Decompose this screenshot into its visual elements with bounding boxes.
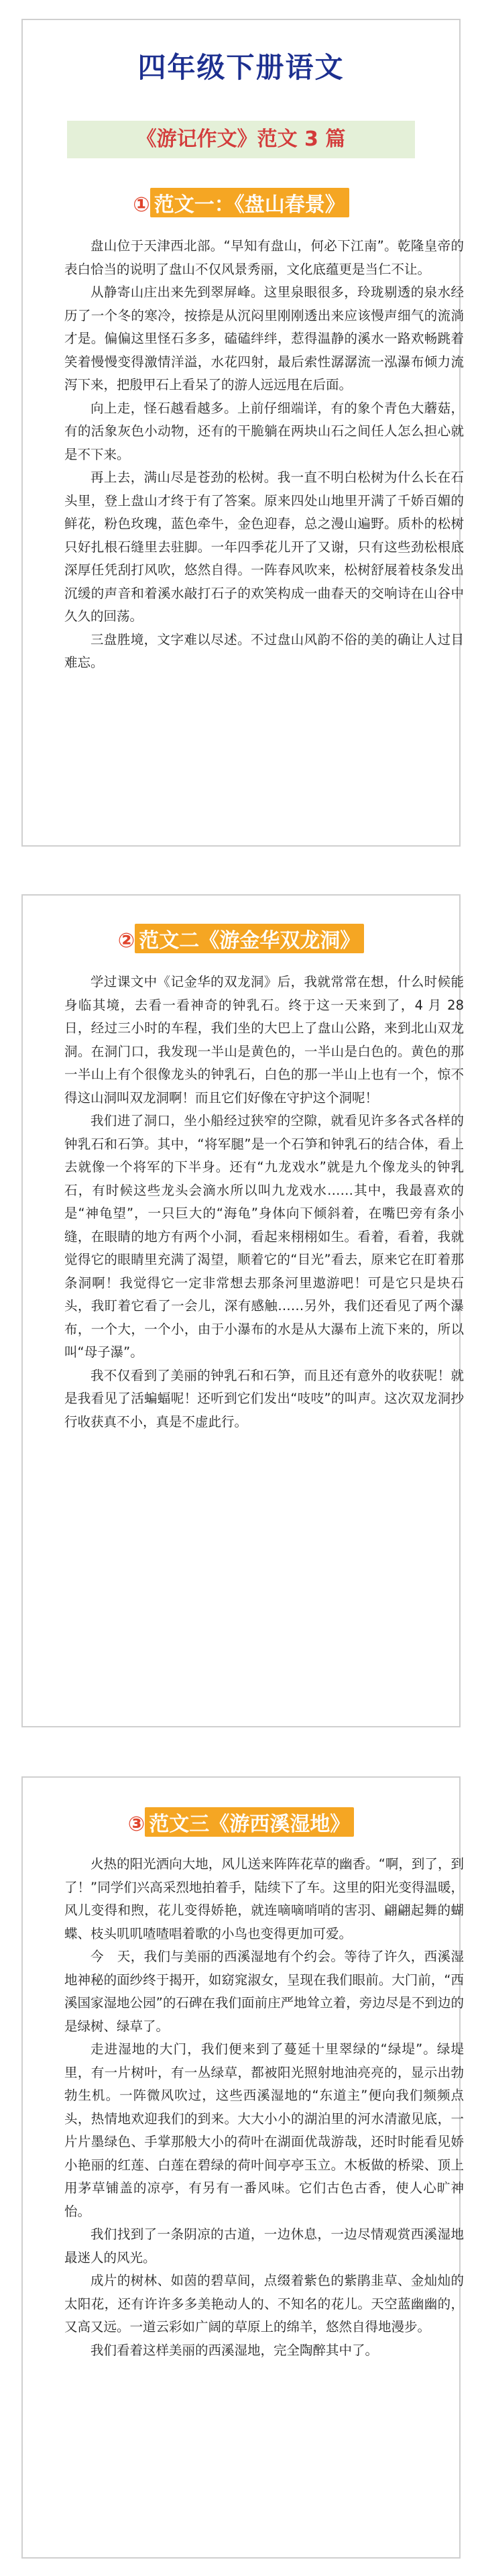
section-number: ②: [117, 929, 135, 953]
section-card-2: [21, 894, 464, 1727]
section-heading-2: [23, 924, 459, 953]
paragraph: 我们进了洞口，坐小船经过狭窄的空隙，就看见许多各式各样的钟乳石和石笋。其中，“将军腿”是一个石笋和钟乳石的结合体，看上去就像一个将军的下半身。还有“九龙戏水”就是九个像龙头的钟乳石，有时候这些龙头会滴水所以叫九龙戏水……其中，我最喜欢的是“神龟望”，一只巨大的“海龟”身体向下倾斜着，在嘴巴旁有条小缝，在眼睛的地方有两个小洞，看起来栩栩如生。看着，看着，我就觉得它的眼睛里充满了渴望，顺着它的“目光”看去，原来它在盯着那条洞啊！我觉得它一定非常想去那条河里遨游吧！可是它只是块石头，我盯着它看了一会儿，深有感触……另外，我们还看见了两个瀑布，一个大，一个小，由于小瀑布的水是从大瀑布上流下来的，所以叫“母子瀑”。: [64, 1113, 464, 1360]
section-body-2: [64, 971, 464, 1434]
paragraph: 火热的阳光洒向大地，风儿送来阵阵花草的幽香。“啊，到了，到了！”同学们兴高采烈地拍着手，陆续下了车。这里的阳光变得温暖，风儿变得和煦，花儿变得娇艳，就连嘀嘀哨哨的害羽、翩翩起舞的蝴蝶、枝头叽叽喳喳唱着歌的小鸟也变得更加可爱。: [64, 1856, 464, 1941]
paragraph: 走进湿地的大门，我们便来到了蔓延十里翠绿的“绿堤”。绿堤里，有一片树叶，有一丛绿草，都被阳光照射地油亮亮的，显示出勃勃生机。一阵微风吹过，这些西溪湿地的“东道主”便向我们频频点头，热情地欢迎我们的到来。大大小小的湖泊里的河水清澈见底，一片片墨绿色、手掌那般大小的荷叶在湖面优哉游哉，还时时能看见娇小艳丽的红莲、白莲在碧绿的荷叶间亭亭玉立。木板做的桥梁、顶上用茅草铺盖的凉亭，有另有一番风味。它们古色古香，使人心旷神怡。: [64, 2041, 464, 2219]
section-number: ③: [127, 1813, 145, 1836]
paragraph: 盘山位于天津西北部。“早知有盘山，何必下江南”。乾隆皇帝的表白恰当的说明了盘山不仅风景秀丽，文化底蕴更是当仁不让。: [64, 238, 464, 277]
section-heading-text: 范文三《游西溪湿地》: [145, 1807, 354, 1837]
document-subtitle: 《游记作文》范文 3 篇: [67, 121, 415, 158]
section-body-1: [64, 235, 464, 675]
document-title: 四年级下册语文: [137, 51, 345, 84]
section-heading-text: 范文二《游金华双龙洞》: [135, 924, 364, 953]
paragraph: 成片的树林、如茵的碧草间，点缀着紫色的紫鹃韭草、金灿灿的太阳花，还有许许多多美艳动人的、不知名的花儿。天空蓝幽幽的，又高又远。一道云彩如广阔的草原上的绵羊，悠然自得地漫步。: [64, 2273, 464, 2334]
paragraph: 我们找到了一条阴凉的古道，一边休息，一边尽情观赏西溪湿地最迷人的风光。: [64, 2226, 464, 2265]
section-heading-1: [23, 188, 459, 217]
section-body-3: [64, 1853, 464, 2362]
section-heading-text: 范文一：《盘山春景》: [150, 188, 349, 217]
paragraph: 再上去，满山尽是苍劲的松树。我一直不明白松树为什么长在石头里，登上盘山才终于有了答案。原来四处山地里开满了千娇百媚的鲜花，粉色玫瑰，蓝色牵牛，金色迎春，总之漫山遍野。质朴的松树只好扎根石缝里去驻脚。一年四季花儿开了又谢，只有这些劲松根底深厚任凭刮打风吹，悠然自得。一阵春风吹来，松树舒展着枝条发出沉缓的声音和着溪水敲打石子的欢笑构成一曲春天的交响诗在山谷中久久的回荡。: [64, 470, 464, 624]
paragraph: 我不仅看到了美丽的钟乳石和石笋，而且还有意外的收获呢！就是我看见了活蝙蝠呢！还听到它们发出“吱吱”的叫声。这次双龙洞抄行收获真不小，真是不虚此行。: [64, 1367, 464, 1430]
section-card-1: [21, 19, 464, 847]
section-number: ①: [133, 193, 150, 217]
paragraph: 今 天，我们与美丽的西溪湿地有个约会。等待了许久，西溪湿地神秘的面纱终于揭开，如窈窕淑女，呈现在我们眼前。大门前，“西溪国家湿地公园”的石碑在我们面前庄严地耸立着，旁边尽是不到边的是绿树、绿草了。: [64, 1949, 464, 2034]
paragraph: 从静寄山庄出来先到翠屏峰。这里泉眼很多，玲珑剔透的泉水经历了一个冬的寒冷，按捺是从沉闷里刚刚透出来应该慢声细气的流淌才是。偏偏这里怪石多多，磕磕绊绊，惹得温静的溪水一路欢畅跳着笑着慢慢变得激情洋溢，水花四射，最后索性潺潺流一泓瀑布倾力流泻下来，把殷甲石上看呆了的游人远远甩在后面。: [64, 284, 464, 392]
paragraph: 我们看着这样美丽的西溪湿地，完全陶醉其中了。: [91, 2342, 379, 2358]
section-card-3: [21, 1776, 464, 2559]
section-heading-3: [23, 1807, 459, 1837]
paragraph: 向上走，怪石越看越多。上前仔细端详，有的象个青色大蘑菇，有的活象灰色小动物，还有的干脆躺在两块山石之间任人怎么担心就是不下来。: [64, 400, 464, 462]
paragraph: 学过课文中《记金华的双龙洞》后，我就常常在想，什么时候能身临其境，去看一看神奇的钟乳石。终于这一天来到了，4 月 28 日，经过三小时的车程，我们坐的大巴上了盘山公路，来到北山双龙洞。在洞门口，我发现一半山是黄色的，一半山是白色的。黄色的那一半山上有个很像龙头的钟乳石，白色的那一半山上也有一个，惊不得这山洞叫双龙洞啊！而且它们好像在守护这个洞呢！: [64, 974, 464, 1106]
paragraph: 三盘胜境，文字难以尽述。不过盘山风韵不俗的美的确让人过目难忘。: [64, 631, 464, 670]
